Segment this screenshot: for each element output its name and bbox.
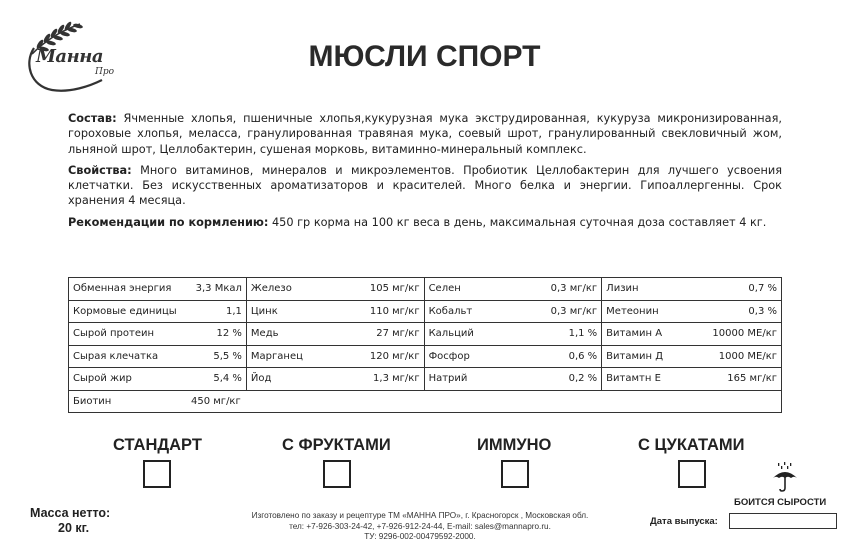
nutrient-name: Сырой протеин [69,323,185,346]
nutrition-row [69,300,782,323]
nutrient-name: Лизин [602,278,688,301]
nutrient-value: 12 % [184,323,246,346]
nutrient-name: Железо [246,278,357,301]
option-label-immuno: ИММУНО [477,436,552,454]
nutrient-name: Витамтн Е [602,368,688,391]
nutrient-name: Фосфор [424,345,541,368]
nutrient-value: 0,3 мг/кг [541,300,602,323]
nutrition-row [69,368,782,391]
nutrient-value: 5,5 % [184,345,246,368]
net-mass-label: Масса нетто: [30,506,111,520]
nutrient-value: 0,2 % [541,368,602,391]
option-checkbox-standard[interactable] [143,460,171,488]
nutrient-name: Обменная энергия [69,278,185,301]
nutrient-name: Метеонин [602,300,688,323]
feeding-paragraph [68,215,782,230]
manufacturer-line: Изготовлено по заказу и рецептуре ТМ «МАННА ПРО», г. Красногорск , Московская обл. [251,511,589,520]
composition-paragraph [68,111,782,157]
umbrella-rain-icon [772,462,798,492]
option-label-standard: СТАНДАРТ [113,436,202,454]
nutrient-value: 5,4 % [184,368,246,391]
nutrient-value: 0,7 % [688,278,782,301]
nutrition-table [68,277,782,413]
nutrient-value: 450 мг/кг [191,395,241,407]
composition-label: Состав: [68,112,117,125]
manufacturer-info [200,511,640,543]
spec-line: ТУ: 9296-002-00479592-2000. [364,532,476,541]
feeding-text: 450 гр корма на 100 кг веса в день, максимальная суточная доза составляет 4 кг. [268,215,767,229]
nutrient-value: 0,6 % [541,345,602,368]
composition-text: Ячменные хлопья, пшеничные хлопья,кукурузная мука экструдированная, кукуруза микронизированная, гороховые хлопья, меласса, гранулированная травяная мука, соевый шрот, гранулированный свекловичный жом, льняной шрот, Целлобактерин, сушеная морковь, витаминно-минеральный комплекс. [68,112,782,156]
nutrient-value: 105 мг/кг [357,278,424,301]
nutrient-value: 1,1 [184,300,246,323]
net-mass-value: 20 кг. [58,521,90,535]
option-checkbox-fruits[interactable] [323,460,351,488]
option-label-candied: С ЦУКАТАМИ [638,436,745,454]
nutrient-value: 110 мг/кг [357,300,424,323]
nutrient-name: Цинк [246,300,357,323]
moisture-warning: БОИТСЯ СЫРОСТИ [734,497,827,508]
nutrient-value: 1000 МЕ/кг [688,345,782,368]
properties-text: Много витаминов, минералов и микроэлементов. Пробиотик Целлобактерин для лучшего усвоения клетчатки. Без искусственных ароматизаторов и красителей. Много белка и энергии. Гипоаллергенны. Срок хранения 4 месяца. [68,163,782,208]
brand-subname: Про [95,67,115,77]
product-description [68,111,782,236]
nutrient-name: Витамин А [602,323,688,346]
release-date-label: Дата выпуска: [650,516,718,527]
properties-label: Свойства: [68,163,132,177]
nutrient-name: Йод [246,368,357,391]
nutrient-name: Селен [424,278,541,301]
contacts-line: тел: +7-926-303-24-42, +7-926-912-24-44, E-mail: sales@mannapro.ru. [289,521,551,531]
nutrition-row [69,345,782,368]
nutrient-value: 0,3 мг/кг [541,278,602,301]
nutrient-name: Сырая клечатка [69,345,185,368]
nutrition-row [69,278,782,301]
nutrition-row [69,390,782,413]
nutrition-row [69,323,782,346]
nutrient-name: Марганец [246,345,357,368]
brand-name: Манна [36,46,103,67]
nutrient-name: Натрий [424,368,541,391]
nutrient-name: Кальций [424,323,541,346]
nutrient-value: 10000 МЕ/кг [688,323,782,346]
nutrient-value: 27 мг/кг [357,323,424,346]
nutrient-name: Медь [246,323,357,346]
nutrient-value: 3,3 Мкал [184,278,246,301]
product-title: МЮСЛИ СПОРТ [308,40,541,73]
nutrient-name: Витамин Д [602,345,688,368]
option-checkbox-immuno[interactable] [501,460,529,488]
nutrient-value: 0,3 % [688,300,782,323]
nutrient-name: Кобальт [424,300,541,323]
nutrient-value: 165 мг/кг [688,368,782,391]
option-label-fruits: С ФРУКТАМИ [282,436,391,454]
nutrient-name: Биотин [73,395,112,407]
nutrient-value: 1,3 мг/кг [357,368,424,391]
biotin-cell [69,390,782,413]
release-date-field[interactable] [729,513,837,529]
nutrient-name: Кормовые единицы [69,300,185,323]
nutrient-name: Сырой жир [69,368,185,391]
nutrient-value: 120 мг/кг [357,345,424,368]
feeding-label: Рекомендации по кормлению: [68,215,269,229]
properties-paragraph [68,163,782,209]
nutrient-value: 1,1 % [541,323,602,346]
option-checkbox-candied[interactable] [678,460,706,488]
